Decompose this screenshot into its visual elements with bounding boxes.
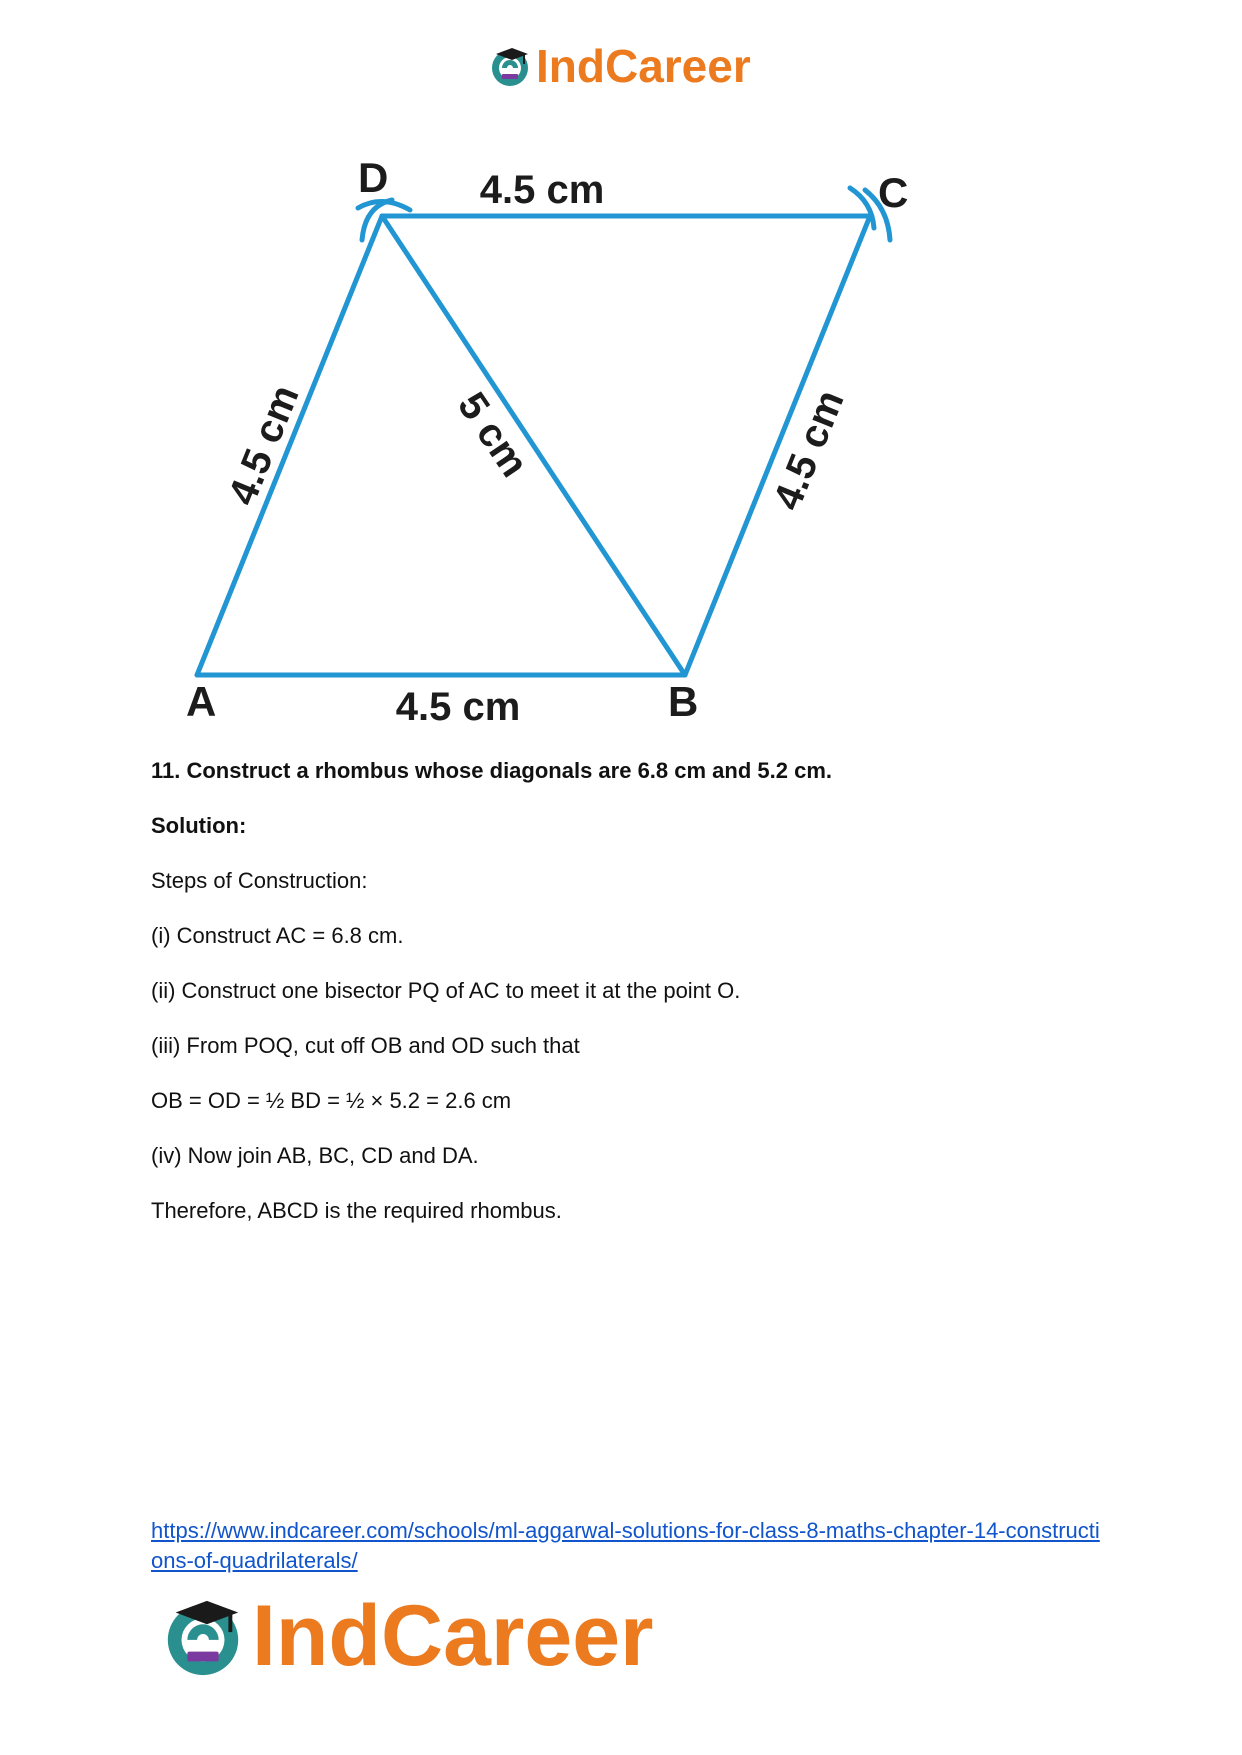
logo-text: IndCareer xyxy=(252,1588,654,1684)
steps-heading: Steps of Construction: xyxy=(151,868,368,893)
solution-content xyxy=(151,756,1111,1251)
vertex-label-a: A xyxy=(186,678,217,725)
label-side-ab: 4.5 cm xyxy=(395,685,521,729)
logo-text: IndCareer xyxy=(536,40,751,92)
vertex-label-d: D xyxy=(358,154,389,201)
question-text: 11. Construct a rhombus whose diagonals are 6.8 cm and 5.2 cm. xyxy=(151,758,833,783)
step-1: (i) Construct AC = 6.8 cm. xyxy=(151,923,404,948)
step-4: (iv) Now join AB, BC, CD and DA. xyxy=(151,1143,479,1168)
footer-logo xyxy=(160,1586,654,1686)
label-diagonal-db: 5 cm xyxy=(449,384,537,485)
label-side-dc: 4.5 cm xyxy=(479,168,605,212)
step-2: (ii) Construct one bisector PQ of AC to meet it at the point O. xyxy=(151,978,741,1003)
header-logo xyxy=(488,38,751,94)
label-side-bc: 4.5 cm xyxy=(765,384,853,517)
conclusion-text: Therefore, ABCD is the required rhombus. xyxy=(151,1198,562,1223)
graduation-globe-icon xyxy=(160,1593,246,1679)
vertex-label-c: C xyxy=(878,169,909,216)
step-3: (iii) From POQ, cut off OB and OD such that xyxy=(151,1033,580,1058)
source-link[interactable]: https://www.indcareer.com/schools/ml-aggarwal-solutions-for-class-8-maths-chapter-14-constructions-of-quadrilaterals/ xyxy=(151,1518,1100,1573)
solution-label: Solution: xyxy=(151,813,247,838)
rhombus-diagram xyxy=(160,150,920,730)
diagonal-db xyxy=(382,216,685,675)
vertex-label-b: B xyxy=(668,678,699,725)
graduation-globe-icon xyxy=(488,44,532,88)
side-bc xyxy=(685,216,870,675)
arc-d-2 xyxy=(358,201,410,210)
side-da xyxy=(197,216,382,675)
step-3-formula: OB = OD = ½ BD = ½ × 5.2 = 2.6 cm xyxy=(151,1088,512,1113)
label-side-ad: 4.5 cm xyxy=(220,379,308,512)
